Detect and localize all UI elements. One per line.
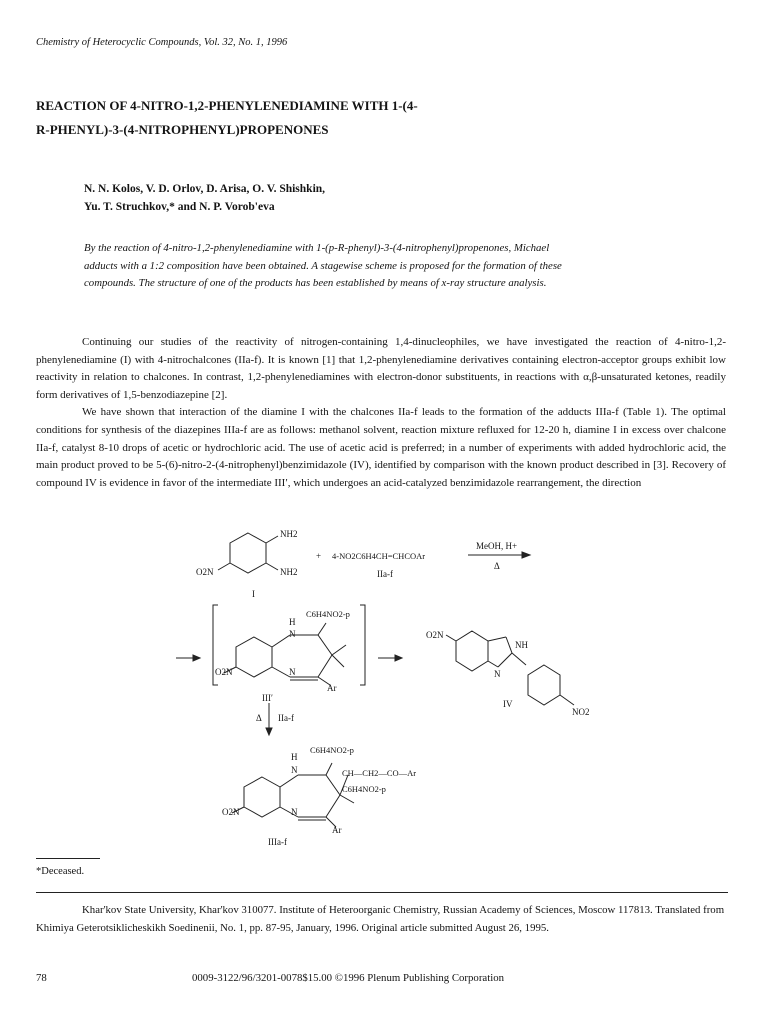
c6h4no2-label-bottom: C6H4NO2-p (310, 745, 354, 755)
delta-down: Δ (256, 713, 262, 723)
bracket-right (360, 605, 365, 685)
authors-line-1: N. N. Kolos, V. D. Orlov, D. Arisa, O. V. Shishkin, (84, 183, 326, 195)
paragraph-2: We have shown that interaction of the diamine I with the chalcones IIa-f leads to the formation of the adducts IIIa-f (Table 1). The optimal conditions for synthesis of the diazepines IIIa-f are as follows: methanol solvent, reaction mixture refluxed for 12-20 h, diamine I in excess over chalcone IIa-f, catalyst 8-10 drops of acetic or hydrochloric acid. The use of acetic acid is preferred; in a number of experiments with added hydrochloric acid, the main product proved to be 5-(6)-nitro-2-(4-nitrophenyl)benzimidazole (IV), identified by comparison with the known product described in [3]. Recovery of compound IV is evidence in favor of the intermediate III′, which undergoes an acid-catalyzed benzimidazole rearrangement, the direction (36, 406, 726, 489)
benzene-ring-IIIa (244, 777, 280, 817)
n-label-mid: N (289, 629, 296, 639)
compound-IIIp-label: III′ (262, 693, 273, 703)
abstract-line-1: By the reaction of 4-nitro-1,2-phenylenediamine with 1-(p-R-phenyl)-3-(4-nitrophenyl)propenones, Michael (84, 242, 550, 254)
no2-label-IV: NO2 (572, 707, 590, 717)
footnote-rule (36, 858, 100, 859)
title-line-2: R-PHENYL)-3-(4-NITROPHENYL)PROPENONES (36, 122, 329, 137)
copyright-line: 0009-3122/96/3201-0078$15.00 ©1996 Plenum Publishing Corporation (192, 972, 505, 984)
o2n-label-IV: O2N (426, 630, 444, 640)
page-number: 78 (36, 972, 47, 984)
authors-line-2: Yu. T. Struchkov,* and N. P. Vorob'eva (84, 201, 275, 213)
reaction-scheme (0, 525, 759, 875)
nh2-bottom-label: NH2 (280, 567, 298, 577)
paragraph-1: Continuing our studies of the reactivity of nitrogen-containing 1,4-dinucleophiles, we have investigated the reaction of 4-nitro-1,2-phenylenediamine (I) with 4-nitrochalcones (IIa-f). It is known [1] that 1,2-phenylenediamine derivatives containing electron-acceptor groups exhibit low reactivity in relation to chalcones. In contrast, 1,2-phenylenediamines with electron-donor substituents, in reactions with α,β-unsaturated ketones, readily form derivatives of 1,5-benzodiazepine [2]. (36, 336, 726, 401)
n-label-bottom: N (291, 765, 298, 775)
body-text (36, 334, 726, 492)
abstract-line-2: adducts with a 1:2 composition have been obtained. A stagewise scheme is proposed for the formation of these (84, 259, 562, 272)
plus-sign: + (316, 551, 322, 561)
authors (84, 180, 325, 216)
n-eq-label-bottom: N (291, 807, 298, 817)
o2n-label-mid: O2N (215, 667, 233, 677)
reagent-formula: 4-NO2C6H4CH=CHCOAr (332, 551, 426, 561)
o2n-label-bottom: O2N (222, 807, 240, 817)
c6h4no2-label-mid: C6H4NO2-p (306, 609, 350, 619)
abstract (84, 240, 704, 293)
footnote: *Deceased. (36, 866, 85, 877)
c6h4no2-side-label: C6H4NO2-p (342, 784, 386, 794)
ar-label-mid: Ar (327, 683, 337, 693)
ar-label-bottom: Ar (332, 825, 342, 835)
benzene-ring-IV (456, 631, 488, 671)
title-line-1: REACTION OF 4-NITRO-1,2-PHENYLENEDIAMINE WITH 1-(4- (36, 98, 418, 113)
affiliation-rule (36, 892, 728, 893)
reagent-down-label: IIa-f (278, 713, 294, 723)
affiliation-text: Khar'kov State University, Khar'kov 310077. Institute of Heteroorganic Chemistry, Russian Academy of Sciences, Moscow 117813. Translated from Khimiya Geterotsiklicheskikh Soedinenii, No. 1, pp. 87-95, January, 1996. Original article submitted August 26, 1995. (36, 904, 725, 934)
article-title (36, 94, 418, 142)
phenyl-ring-IV (528, 665, 560, 705)
h-label-mid: H (289, 617, 296, 627)
abstract-line-3: compounds. The structure of one of the products has been established by means of x-ray structure analysis. (84, 277, 547, 289)
affiliation (36, 901, 726, 937)
conditions-bottom: Δ (494, 561, 500, 571)
reagent-label: IIa-f (377, 569, 393, 579)
nh-label-IV: NH (515, 640, 528, 650)
nh2-top-label: NH2 (280, 529, 298, 539)
n-eq-label-mid: N (289, 667, 296, 677)
compound-IIIa-label: IIIa-f (268, 837, 287, 847)
o2n-label-I: O2N (196, 567, 214, 577)
n-label-IV: N (494, 669, 501, 679)
compound-I-label: I (252, 589, 255, 599)
benzene-ring-IIIp (236, 637, 272, 677)
benzene-ring-I (230, 533, 266, 573)
side-chain-label: CH—CH2—CO—Ar (342, 768, 417, 778)
conditions-top: MeOH, H+ (476, 541, 518, 551)
journal-header: Chemistry of Heterocyclic Compounds, Vol. 32, No. 1, 1996 (36, 37, 288, 48)
h-label-bottom: H (291, 752, 298, 762)
compound-IV-label: IV (503, 699, 513, 709)
